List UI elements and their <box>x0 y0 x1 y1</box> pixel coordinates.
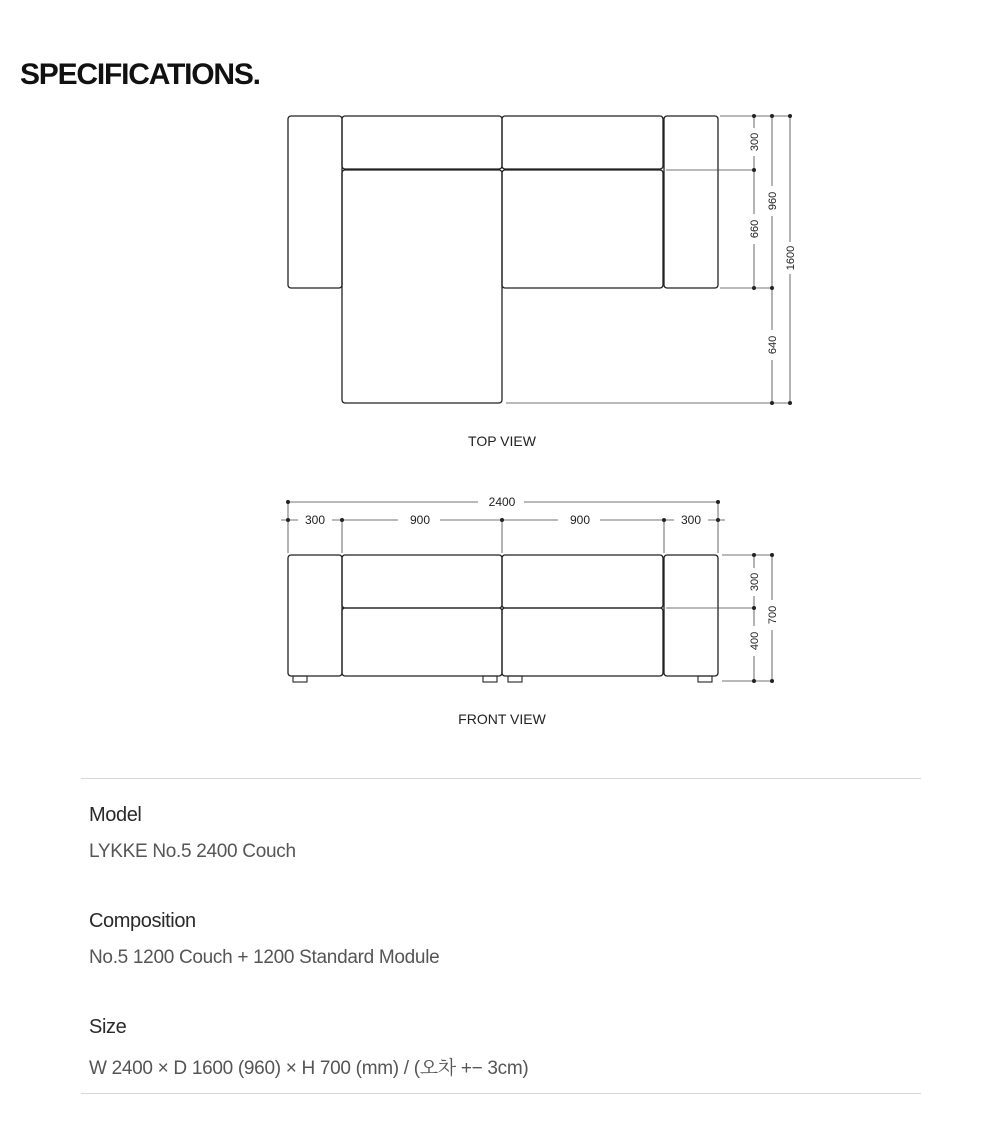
front-back-left <box>342 555 502 608</box>
top-view-caption: TOP VIEW <box>468 433 536 449</box>
spec-value: LYKKE No.5 2400 Couch <box>89 841 296 862</box>
front-right-arm <box>664 555 718 676</box>
foot <box>483 676 497 682</box>
dim-front-right-seat: 900 <box>569 513 591 527</box>
dim-front-right-arm: 300 <box>680 513 702 527</box>
front-seat-right <box>502 608 663 676</box>
spec-label: Model <box>89 804 142 826</box>
top-back-right <box>502 116 663 169</box>
dim-top-inner-depth: 960 <box>767 191 779 211</box>
front-view-caption: FRONT VIEW <box>458 711 546 727</box>
dim-top-total-depth: 1600 <box>785 245 797 271</box>
spec-value: No.5 1200 Couch + 1200 Standard Module <box>89 947 440 968</box>
front-seat-left <box>342 608 502 676</box>
divider-top <box>81 778 921 779</box>
dim-front-seat-height: 400 <box>749 631 761 651</box>
dim-front-total-height: 700 <box>767 605 779 625</box>
foot <box>698 676 712 682</box>
page-title: SPECIFICATIONS. <box>20 58 260 91</box>
divider-bottom <box>81 1093 921 1094</box>
dim-top-chaise: 640 <box>767 335 779 355</box>
spec-label: Size <box>89 1016 127 1038</box>
top-back-left <box>342 116 502 169</box>
dim-front-back-height: 300 <box>749 572 761 592</box>
dim-front-left-seat: 900 <box>409 513 431 527</box>
foot <box>293 676 307 682</box>
dim-front-left-arm: 300 <box>304 513 326 527</box>
dim-front-total-width: 2400 <box>488 495 516 509</box>
spec-value: W 2400 × D 1600 (960) × H 700 (mm) / (오차 +− 3cm) <box>89 1058 529 1079</box>
top-left-arm <box>288 116 342 288</box>
top-right-seat <box>502 170 663 288</box>
spec-label: Composition <box>89 910 196 932</box>
top-right-arm <box>664 116 718 288</box>
front-back-right <box>502 555 663 608</box>
dim-top-seat: 660 <box>749 219 761 239</box>
dim-top-back: 300 <box>749 132 761 152</box>
top-chaise-seat <box>342 170 502 403</box>
foot <box>508 676 522 682</box>
front-left-arm <box>288 555 342 676</box>
